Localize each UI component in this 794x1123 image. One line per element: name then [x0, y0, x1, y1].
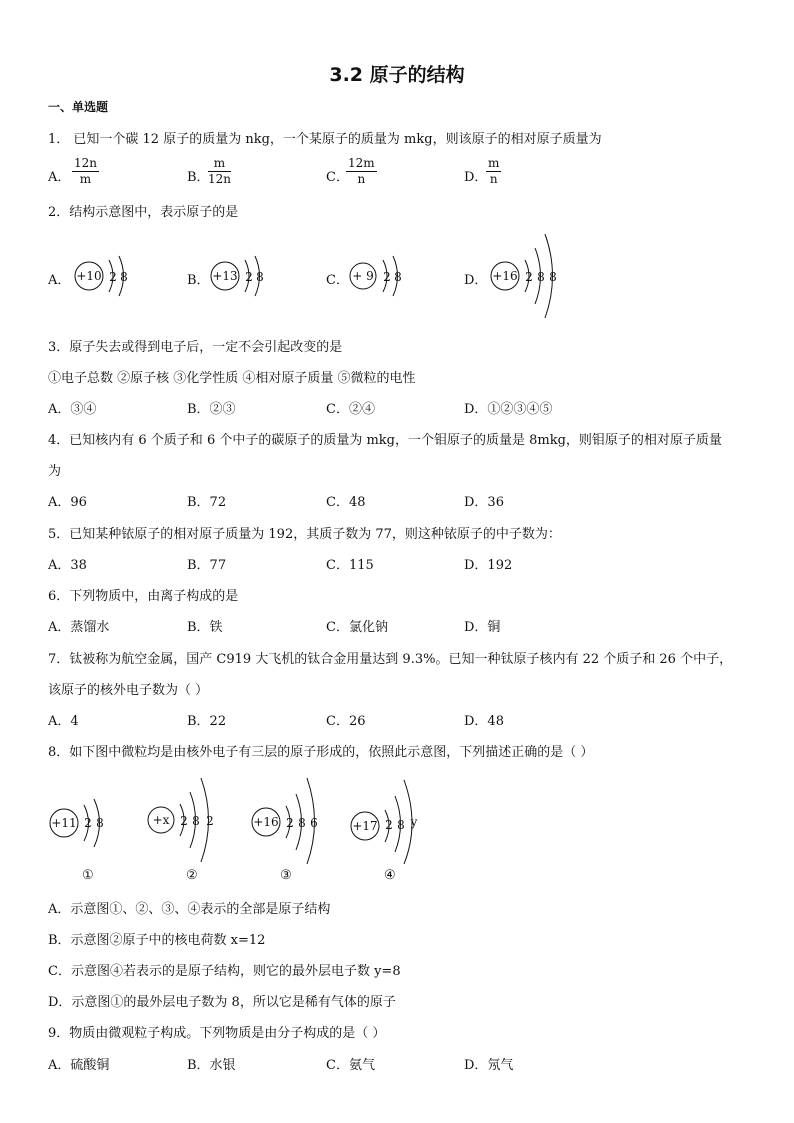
q8-diagram-2-caption: ②	[186, 868, 198, 883]
shell-electrons: 2	[109, 270, 117, 284]
q8-diagram-1-caption: ①	[82, 868, 94, 883]
q4-option-b: B．72	[187, 495, 227, 510]
q8-diagram-4-atom	[348, 774, 438, 866]
q1-option-d-fraction: $\frac{m}{n}$	[488, 156, 500, 186]
q2-option-b-label: B．	[187, 273, 210, 288]
q4-stem-continued: 为	[48, 464, 62, 479]
shell-electrons: 2	[385, 818, 393, 832]
q1-option-b-label: B．	[187, 170, 210, 185]
q4-option-a: A．96	[48, 495, 87, 510]
q8-diagram-1-atom	[48, 790, 128, 860]
q1-option-b-fraction: $\frac{m}{12n}$	[208, 156, 231, 186]
q6-option-d: D．铜	[464, 620, 501, 635]
q6-option-a: A．蒸馏水	[48, 620, 110, 635]
q3-stem: 3．原子失去或得到电子后，一定不会引起改变的是	[48, 340, 343, 355]
q9-option-a: A．硫酸铜	[48, 1058, 110, 1073]
q7-stem: 7．钛被称为航空金属，国产 C919 大飞机的钛合金用量达到 9.3%。已知一种钛原子核内有 22 个质子和 26 个中子，	[48, 652, 733, 667]
q8-stem: 8．如下图中微粒均是由核外电子有三层的原子形成的，依照此示意图，下列描述正确的是（ ）	[48, 745, 594, 760]
q3-items: ①电子总数 ②原子核 ③化学性质 ④相对原子质量 ⑤微粒的电性	[48, 371, 416, 386]
q8-option-d: D．示意图①的最外层电子数为 8，所以它是稀有气体的原子	[48, 995, 396, 1010]
q3-option-b: B．②③	[187, 402, 236, 417]
shell-electrons: 8	[192, 814, 200, 828]
nucleus-charge: +16	[253, 815, 279, 829]
q2-stem: 2．结构示意图中，表示原子的是	[48, 205, 239, 220]
shell-electrons: 2	[84, 816, 92, 830]
shell-electrons: 2	[383, 270, 391, 284]
nucleus-charge: +17	[352, 819, 378, 833]
q2-option-c-atom-diagram	[348, 246, 428, 306]
shell-electrons: 8	[549, 270, 557, 284]
q8-option-a: A．示意图①、②、③、④表示的全部是原子结构	[48, 902, 331, 917]
q7-option-c: C．26	[326, 714, 366, 729]
q5-option-d: D．192	[464, 558, 513, 573]
q1-stem: 1． 已知一个碳 12 原子的质量为 nkg，一个某原子的质量为 mkg，则该原子的相对原子质量为	[48, 132, 602, 147]
nucleus-charge: +13	[212, 269, 238, 283]
q3-option-c: C．②④	[326, 402, 375, 417]
nucleus-charge: +16	[492, 269, 518, 283]
q2-option-d-atom-diagram	[488, 230, 578, 322]
page-title: 3.2 原子的结构	[329, 64, 465, 86]
shell-electrons: 8	[96, 816, 104, 830]
shell-electrons: 8	[256, 270, 264, 284]
shell-electrons: 8	[120, 270, 128, 284]
q8-diagram-4-caption: ④	[384, 868, 396, 883]
shell-electrons: 2	[206, 814, 214, 828]
q7-stem-continued: 该原子的核外电子数为（ ）	[48, 683, 209, 698]
shell-electrons: 2	[245, 270, 253, 284]
shell-electrons: 8	[537, 270, 545, 284]
q8-diagram-3-atom	[250, 774, 340, 866]
shell-electrons: 8	[298, 816, 306, 830]
shell-electrons: 8	[397, 818, 405, 832]
q6-stem: 6．下列物质中，由离子构成的是	[48, 589, 239, 604]
nucleus-charge: +x	[152, 813, 170, 827]
q7-option-d: D．48	[464, 714, 504, 729]
q2-option-a-label: A．	[48, 273, 71, 288]
shell-electrons: 2	[286, 816, 294, 830]
shell-electrons: 8	[394, 270, 402, 284]
q5-stem: 5．已知某种铱原子的相对原子质量为 192，其质子数为 77，则这种铱原子的中子数为：	[48, 527, 561, 542]
q9-option-c: C．氨气	[326, 1058, 375, 1073]
q4-option-d: D．36	[464, 495, 504, 510]
section-heading: 一、单选题	[48, 100, 109, 114]
q5-option-b: B．77	[187, 558, 227, 573]
q4-stem: 4．已知核内有 6 个质子和 6 个中子的碳原子的质量为 mkg，一个钼原子的质量是 8mkg，则钼原子的相对原子质量	[48, 433, 722, 448]
q8-diagram-3-caption: ③	[280, 868, 292, 883]
q2-option-d-label: D．	[464, 273, 488, 288]
q2-option-b-atom-diagram	[208, 246, 288, 306]
q4-option-c: C．48	[326, 495, 366, 510]
q1-option-a-label: A．	[48, 170, 71, 185]
q5-option-a: A．38	[48, 558, 87, 573]
q8-option-b: B．示意图②原子中的核电荷数 x=12	[48, 933, 266, 948]
q8-diagram-2-atom	[146, 774, 236, 866]
q7-option-b: B．22	[187, 714, 227, 729]
q9-option-b: B．水银	[187, 1058, 236, 1073]
q5-option-c: C．115	[326, 558, 374, 573]
q3-option-a: A．③④	[48, 402, 97, 417]
q6-option-b: B．铁	[187, 620, 223, 635]
q1-option-c-label: C．	[326, 170, 349, 185]
q9-stem: 9．物质由微观粒子构成。下列物质是由分子构成的是（ ）	[48, 1026, 386, 1041]
shell-electrons: y	[410, 815, 418, 829]
nucleus-charge: +11	[51, 816, 77, 830]
shell-electrons: 2	[180, 814, 188, 828]
q7-option-a: A．4	[48, 714, 79, 729]
q3-option-d: D．①②③④⑤	[464, 402, 553, 417]
q2-option-a-atom-diagram	[72, 246, 152, 306]
shell-electrons: 2	[525, 270, 533, 284]
nucleus-charge: + 9	[352, 269, 374, 283]
q1-option-a-fraction: $\frac{12n}{m}$	[74, 156, 97, 186]
q6-option-c: C．氯化钠	[326, 620, 388, 635]
q1-option-c-fraction: $\frac{12m}{n}$	[348, 156, 375, 186]
q9-option-d: D．氖气	[464, 1058, 514, 1073]
q1-option-d-label: D．	[464, 170, 488, 185]
q8-option-c: C．示意图④若表示的是原子结构，则它的最外层电子数 y=8	[48, 964, 401, 979]
shell-electrons: 6	[310, 816, 318, 830]
nucleus-charge: +10	[76, 269, 102, 283]
q2-option-c-label: C．	[326, 273, 349, 288]
